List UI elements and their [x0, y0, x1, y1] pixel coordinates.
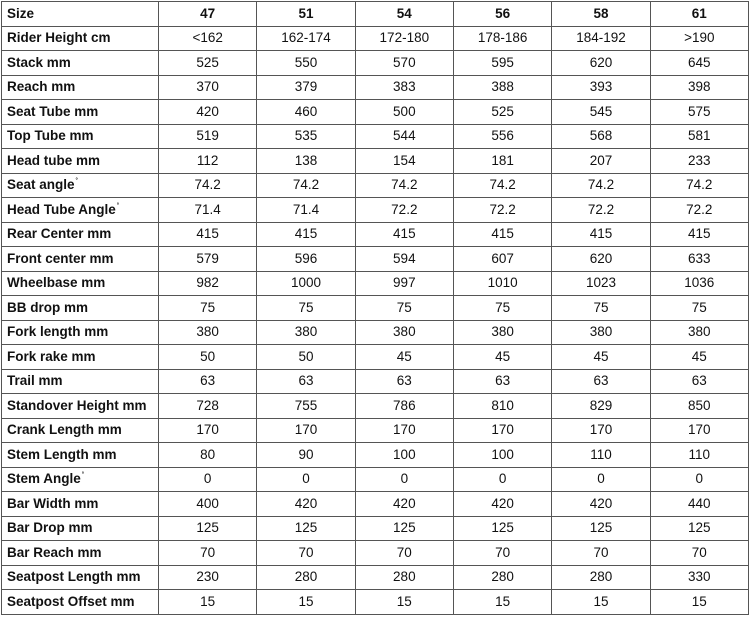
- table-cell: 1010: [453, 271, 551, 296]
- row-label-text: Seat angle: [7, 177, 75, 193]
- table-cell: 50: [159, 345, 257, 370]
- table-cell: 15: [257, 590, 355, 615]
- row-label-text: Stem Angle: [7, 471, 81, 487]
- table-row: [2, 369, 749, 394]
- table-cell: 997: [355, 271, 453, 296]
- table-cell: 380: [355, 320, 453, 345]
- row-label-text: Head Tube Angle: [7, 201, 116, 217]
- table-row: [2, 100, 749, 125]
- table-cell: 172-180: [355, 26, 453, 51]
- table-cell: 45: [453, 345, 551, 370]
- table-row: [2, 418, 749, 443]
- table-cell: <162: [159, 26, 257, 51]
- table-cell: 45: [355, 345, 453, 370]
- row-label: [2, 222, 159, 247]
- table-cell: 500: [355, 100, 453, 125]
- table-cell: 72.2: [552, 198, 650, 223]
- table-cell: >190: [650, 26, 748, 51]
- table-row: [2, 247, 749, 272]
- table-cell: 570: [355, 51, 453, 76]
- table-cell: 280: [453, 565, 551, 590]
- table-cell: 280: [552, 565, 650, 590]
- table-cell: 810: [453, 394, 551, 419]
- row-label: [2, 443, 159, 468]
- table-cell: 70: [355, 541, 453, 566]
- table-cell: 100: [355, 443, 453, 468]
- row-label-text: Seatpost Length mm: [7, 569, 141, 585]
- table-cell: 74.2: [355, 173, 453, 198]
- row-label: [2, 149, 159, 174]
- table-cell: 75: [159, 296, 257, 321]
- size-header: 56: [453, 2, 551, 27]
- table-cell: 138: [257, 149, 355, 174]
- table-cell: 70: [257, 541, 355, 566]
- table-cell: 162-174: [257, 26, 355, 51]
- table-cell: 607: [453, 247, 551, 272]
- table-cell: 645: [650, 51, 748, 76]
- table-row: [2, 443, 749, 468]
- size-header: 61: [650, 2, 748, 27]
- table-cell: 178-186: [453, 26, 551, 51]
- row-label: [2, 100, 159, 125]
- table-row: [2, 198, 749, 223]
- table-cell: 75: [355, 296, 453, 321]
- table-cell: 850: [650, 394, 748, 419]
- header-label: Size: [2, 2, 159, 27]
- row-label-text: Front center mm: [7, 250, 114, 266]
- table-cell: 383: [355, 75, 453, 100]
- row-label: [2, 320, 159, 345]
- table-cell: 45: [650, 345, 748, 370]
- table-cell: 544: [355, 124, 453, 149]
- table-cell: 15: [453, 590, 551, 615]
- table-cell: 982: [159, 271, 257, 296]
- header-row: [2, 2, 749, 27]
- table-cell: 15: [650, 590, 748, 615]
- row-label: [2, 296, 159, 321]
- size-header: 47: [159, 2, 257, 27]
- table-row: [2, 467, 749, 492]
- table-cell: 110: [552, 443, 650, 468]
- table-cell: 786: [355, 394, 453, 419]
- table-cell: 233: [650, 149, 748, 174]
- table-row: [2, 516, 749, 541]
- row-label-text: Crank Length mm: [7, 422, 122, 438]
- table-cell: 75: [453, 296, 551, 321]
- table-cell: 415: [453, 222, 551, 247]
- table-cell: 728: [159, 394, 257, 419]
- row-label: [2, 467, 159, 492]
- table-cell: 63: [650, 369, 748, 394]
- table-cell: 388: [453, 75, 551, 100]
- row-label: [2, 369, 159, 394]
- row-label: [2, 247, 159, 272]
- table-cell: 280: [355, 565, 453, 590]
- table-cell: 154: [355, 149, 453, 174]
- row-label-text: Reach mm: [7, 79, 76, 95]
- table-cell: 71.4: [159, 198, 257, 223]
- row-label-text: Bar Reach mm: [7, 544, 102, 560]
- row-label-text: BB drop mm: [7, 299, 88, 315]
- table-cell: 70: [650, 541, 748, 566]
- table-cell: 75: [650, 296, 748, 321]
- table-cell: 420: [257, 492, 355, 517]
- table-cell: 400: [159, 492, 257, 517]
- table-cell: 74.2: [552, 173, 650, 198]
- table-cell: 330: [650, 565, 748, 590]
- table-cell: 594: [355, 247, 453, 272]
- table-row: [2, 541, 749, 566]
- geometry-table: [1, 1, 749, 615]
- table-cell: 0: [355, 467, 453, 492]
- table-cell: 415: [355, 222, 453, 247]
- table-cell: 70: [453, 541, 551, 566]
- table-cell: 415: [650, 222, 748, 247]
- table-cell: 100: [453, 443, 551, 468]
- table-cell: 72.2: [453, 198, 551, 223]
- row-label-text: Trail mm: [7, 373, 63, 389]
- degree-mark: °: [75, 178, 78, 185]
- table-row: [2, 345, 749, 370]
- table-cell: 63: [257, 369, 355, 394]
- row-label-text: Fork rake mm: [7, 348, 96, 364]
- table-cell: 125: [355, 516, 453, 541]
- table-cell: 519: [159, 124, 257, 149]
- table-cell: 525: [159, 51, 257, 76]
- geometry-table-body: [2, 2, 749, 615]
- table-cell: 184-192: [552, 26, 650, 51]
- table-cell: 63: [355, 369, 453, 394]
- table-cell: 70: [159, 541, 257, 566]
- table-cell: 75: [257, 296, 355, 321]
- row-label: [2, 173, 159, 198]
- table-row: [2, 51, 749, 76]
- table-cell: 380: [650, 320, 748, 345]
- row-label-text: Stack mm: [7, 54, 71, 70]
- table-cell: 829: [552, 394, 650, 419]
- row-label: [2, 492, 159, 517]
- table-cell: 110: [650, 443, 748, 468]
- table-cell: 370: [159, 75, 257, 100]
- table-cell: 420: [552, 492, 650, 517]
- table-cell: 15: [159, 590, 257, 615]
- table-row: [2, 173, 749, 198]
- degree-mark: °: [116, 202, 120, 209]
- row-label: [2, 565, 159, 590]
- table-cell: 380: [552, 320, 650, 345]
- table-cell: 420: [159, 100, 257, 125]
- table-cell: 90: [257, 443, 355, 468]
- table-cell: 170: [552, 418, 650, 443]
- table-cell: 393: [552, 75, 650, 100]
- row-label-text: Wheelbase mm: [7, 275, 106, 291]
- table-cell: 398: [650, 75, 748, 100]
- table-row: [2, 149, 749, 174]
- table-cell: 50: [257, 345, 355, 370]
- table-cell: 125: [257, 516, 355, 541]
- table-cell: 581: [650, 124, 748, 149]
- row-label: [2, 198, 159, 223]
- table-cell: 71.4: [257, 198, 355, 223]
- table-cell: 80: [159, 443, 257, 468]
- row-label: [2, 51, 159, 76]
- row-label: [2, 271, 159, 296]
- row-label: [2, 394, 159, 419]
- table-cell: 125: [159, 516, 257, 541]
- table-cell: 112: [159, 149, 257, 174]
- table-cell: 72.2: [355, 198, 453, 223]
- row-label: [2, 26, 159, 51]
- table-row: [2, 590, 749, 615]
- table-row: [2, 222, 749, 247]
- degree-mark: °: [81, 472, 85, 479]
- row-label-text: Stem Length mm: [7, 446, 117, 462]
- table-row: [2, 565, 749, 590]
- table-row: [2, 394, 749, 419]
- size-header: 51: [257, 2, 355, 27]
- row-label-text: Seatpost Offset mm: [7, 593, 135, 609]
- table-cell: 545: [552, 100, 650, 125]
- table-cell: 620: [552, 51, 650, 76]
- table-row: [2, 320, 749, 345]
- table-cell: 0: [650, 467, 748, 492]
- row-label-text: Top Tube mm: [7, 128, 94, 144]
- row-label: [2, 590, 159, 615]
- table-cell: 620: [552, 247, 650, 272]
- table-cell: 170: [257, 418, 355, 443]
- row-label-text: Seat Tube mm: [7, 103, 99, 119]
- table-cell: 181: [453, 149, 551, 174]
- table-row: [2, 124, 749, 149]
- row-label-text: Fork length mm: [7, 324, 109, 340]
- table-row: [2, 271, 749, 296]
- table-row: [2, 75, 749, 100]
- table-cell: 420: [453, 492, 551, 517]
- row-label: [2, 124, 159, 149]
- row-label-text: Bar Width mm: [7, 495, 99, 511]
- table-cell: 633: [650, 247, 748, 272]
- table-cell: 575: [650, 100, 748, 125]
- table-cell: 70: [552, 541, 650, 566]
- row-label-text: Rear Center mm: [7, 226, 112, 242]
- table-cell: 380: [159, 320, 257, 345]
- table-cell: 379: [257, 75, 355, 100]
- row-label: [2, 75, 159, 100]
- row-label: [2, 516, 159, 541]
- table-cell: 0: [552, 467, 650, 492]
- table-cell: 63: [159, 369, 257, 394]
- table-cell: 63: [453, 369, 551, 394]
- row-label: [2, 541, 159, 566]
- table-cell: 74.2: [257, 173, 355, 198]
- table-cell: 568: [552, 124, 650, 149]
- table-cell: 596: [257, 247, 355, 272]
- table-cell: 74.2: [453, 173, 551, 198]
- table-row: [2, 296, 749, 321]
- table-cell: 72.2: [650, 198, 748, 223]
- table-cell: 550: [257, 51, 355, 76]
- table-cell: 170: [650, 418, 748, 443]
- table-cell: 45: [552, 345, 650, 370]
- table-cell: 15: [552, 590, 650, 615]
- table-cell: 15: [355, 590, 453, 615]
- table-cell: 0: [257, 467, 355, 492]
- table-cell: 74.2: [159, 173, 257, 198]
- table-cell: 380: [257, 320, 355, 345]
- table-cell: 207: [552, 149, 650, 174]
- table-cell: 420: [355, 492, 453, 517]
- size-header: 54: [355, 2, 453, 27]
- table-cell: 380: [453, 320, 551, 345]
- table-cell: 63: [552, 369, 650, 394]
- table-cell: 460: [257, 100, 355, 125]
- table-cell: 74.2: [650, 173, 748, 198]
- table-cell: 230: [159, 565, 257, 590]
- row-label: [2, 418, 159, 443]
- table-cell: 440: [650, 492, 748, 517]
- table-cell: 415: [257, 222, 355, 247]
- row-label-text: Rider Height cm: [7, 30, 111, 46]
- table-cell: 170: [453, 418, 551, 443]
- table-cell: 556: [453, 124, 551, 149]
- table-cell: 75: [552, 296, 650, 321]
- row-label-text: Bar Drop mm: [7, 520, 93, 536]
- table-cell: 125: [453, 516, 551, 541]
- table-row: [2, 492, 749, 517]
- table-cell: 170: [355, 418, 453, 443]
- table-cell: 125: [552, 516, 650, 541]
- table-cell: 525: [453, 100, 551, 125]
- row-label-text: Standover Height mm: [7, 397, 147, 413]
- row-label: [2, 345, 159, 370]
- table-cell: 535: [257, 124, 355, 149]
- table-cell: 0: [159, 467, 257, 492]
- table-cell: 415: [159, 222, 257, 247]
- table-cell: 1023: [552, 271, 650, 296]
- table-cell: 579: [159, 247, 257, 272]
- table-cell: 1036: [650, 271, 748, 296]
- table-row: [2, 26, 749, 51]
- table-cell: 280: [257, 565, 355, 590]
- table-cell: 755: [257, 394, 355, 419]
- table-cell: 1000: [257, 271, 355, 296]
- table-cell: 415: [552, 222, 650, 247]
- table-cell: 0: [453, 467, 551, 492]
- table-cell: 595: [453, 51, 551, 76]
- size-header: 58: [552, 2, 650, 27]
- row-label-text: Head tube mm: [7, 152, 101, 168]
- table-cell: 125: [650, 516, 748, 541]
- table-cell: 170: [159, 418, 257, 443]
